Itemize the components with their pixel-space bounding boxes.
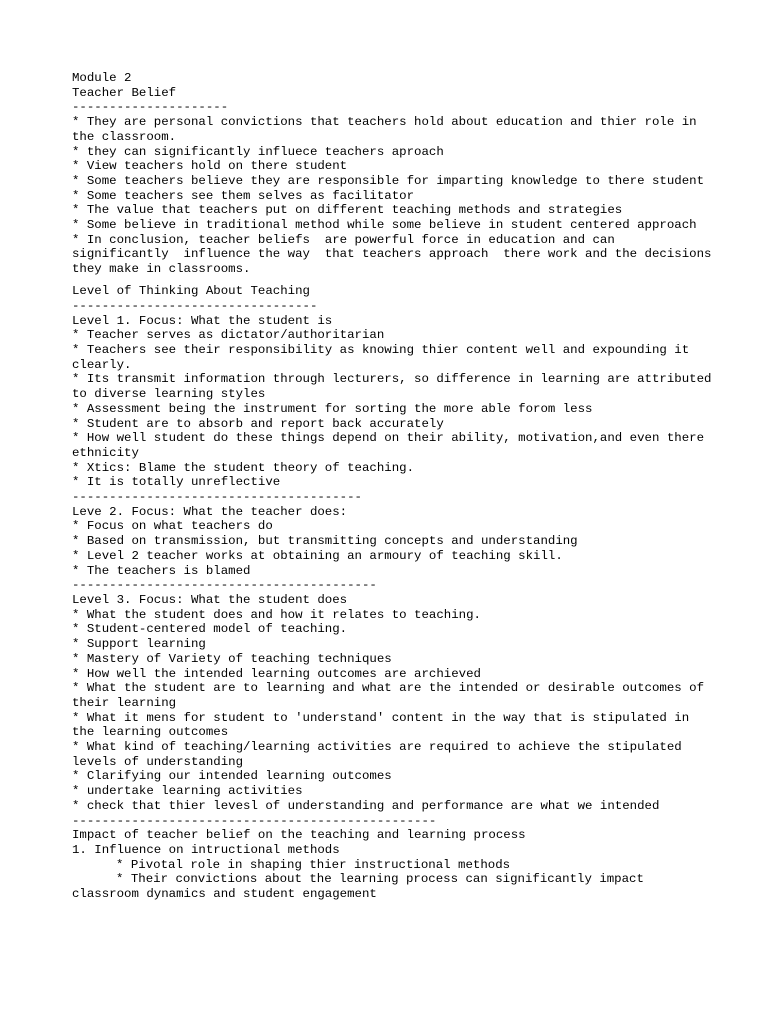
list-item: * What the student are to learning and what are the intended or desirable outcomes of their learning [72,681,712,710]
list-item: * View teachers hold on there student [72,159,348,174]
list-item: * undertake learning activities [72,784,303,799]
spacer [72,277,712,284]
level-2-heading: Leve 2. Focus: What the teacher does: [72,504,348,519]
list-item: * What the student does and how it relates to teaching. [72,607,481,622]
list-item: * Some teachers see them selves as facilitator [72,188,415,203]
divider-rule: ------------------------------------------------- [72,813,437,828]
list-item: * Mastery of Variety of teaching techniques [72,651,392,666]
list-item: * Its transmit information through lecturers, so difference in learning are attributed to diverse learning styles [72,372,719,402]
list-item: * Student are to absorb and report back accurately [72,416,444,431]
list-item: * It is totally unreflective [72,475,281,490]
divider-rule: ----------------------------------------- [72,578,377,593]
belief-list [72,115,719,277]
list-item: * What kind of teaching/learning activities are required to achieve the stipulated levels of understanding [72,740,690,769]
list-item: * How well student do these things depend on their ability, motivation,and even there ethnicity [72,431,712,460]
list-item: * Xtics: Blame the student theory of teaching. [72,460,415,475]
list-item: * They are personal convictions that teachers hold about education and thier role in the classroom. [72,115,705,144]
level-2-section [72,505,712,593]
list-item: * Student-centered model of teaching. [72,622,348,637]
list-item: * Some teachers believe they are responsible for imparting knowledge to there student [72,173,705,188]
list-item: * Focus on what teachers do [72,519,273,534]
list-item: * The teachers is blamed [72,563,251,578]
divider-rule: --------------------- [72,100,229,115]
list-item: * In conclusion, teacher beliefs are powerful force in education and can significantly influence the way that teachers approach there work and the decisions they make in classrooms. [72,232,719,277]
list-item: * Based on transmission, but transmitting concepts and understanding [72,534,578,549]
section-title-levels: Level of Thinking About Teaching [72,284,310,299]
list-item: * they can significantly influece teachers aproach [72,144,444,159]
document-page [72,71,719,902]
level-1-heading: Level 1. Focus: What the student is [72,313,333,328]
list-item-wrapped [72,872,712,901]
list-item: * Level 2 teacher works at obtaining an armoury of teaching skill. [72,548,563,563]
impact-section [72,828,712,902]
level-1-section [72,313,719,505]
list-item: * Support learning [72,637,206,652]
module-label: Module 2 [72,71,132,85]
divider-rule: --------------------------------------- [72,490,362,505]
level-3-section [72,593,712,828]
level-3-heading: Level 3. Focus: What the student does [72,593,348,607]
list-item: * Pivotal role in shaping thier instructional methods [116,857,511,872]
list-item-text: * Their convictions about the learning process can significantly impact classroom dynamics and student engagement [72,872,652,902]
list-item: * How well the intended learning outcomes are archieved [72,666,481,681]
list-item: * What it mens for student to 'understand' content in the way that is stipulated in the learning outcomes [72,710,697,740]
list-item: * Some believe in traditional method while some believe in student centered approach [72,218,697,233]
list-item: * Teachers see their responsibility as knowing thier content well and expounding it clearly. [72,343,697,372]
list-item: * Clarifying our intended learning outcomes [72,769,392,784]
list-item: * Assessment being the instrument for sorting the more able forom less [72,401,593,416]
impact-heading: Impact of teacher belief on the teaching and learning process [72,828,526,843]
section-title-teacher-belief: Teacher Belief [72,85,177,100]
divider-rule: --------------------------------- [72,298,318,313]
impact-sub-heading: 1. Influence on intructional methods [72,842,340,857]
list-item: * Teacher serves as dictator/authoritarian [72,328,385,343]
list-item: * The value that teachers put on different teaching methods and strategies [72,203,623,218]
list-item: * check that thier levesl of understanding and performance are what we intended [72,798,660,813]
